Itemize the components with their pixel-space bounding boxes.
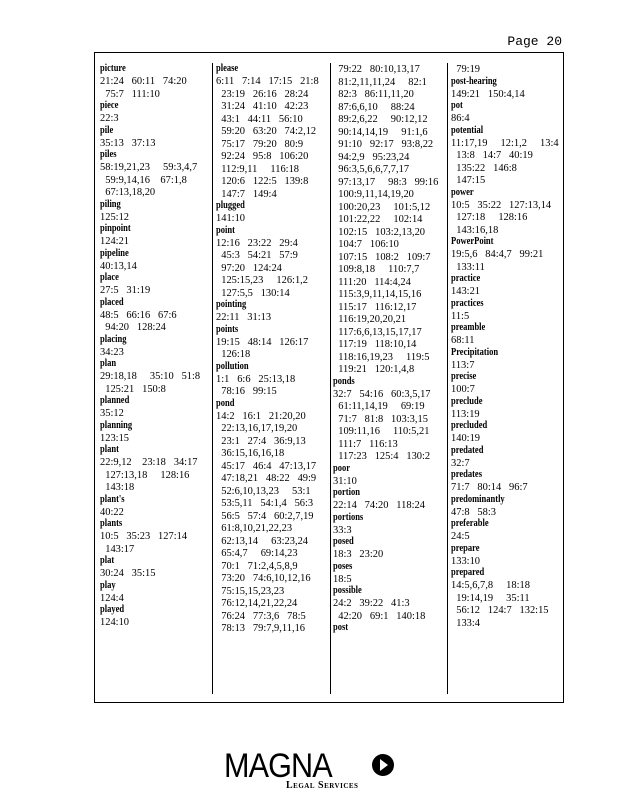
index-entry <box>216 225 328 300</box>
index-term: poses <box>333 560 353 572</box>
page-line-reference: 125:21 150:8 <box>100 382 166 395</box>
page-line-reference: 147:7 149:4 <box>216 187 277 200</box>
index-term: ponds <box>333 375 355 387</box>
page-line-reference: 6:11 7:14 17:15 21:8 <box>216 75 319 87</box>
page-line-reference: 35:12 <box>100 407 124 419</box>
page-line-reference: 141:10 <box>216 212 246 224</box>
page-line-reference: 24:5 <box>451 530 470 542</box>
page-line-reference: 109:8,18 110:7,7 <box>333 263 420 275</box>
page-line-reference: 115:3,9,11,14,15,16 <box>333 288 422 300</box>
index-entry <box>451 187 563 237</box>
page-line-reference: 40:13,14 <box>100 259 137 272</box>
page-line-reference: 79:22 80:10,13,17 <box>333 63 420 75</box>
index-entry <box>100 334 212 359</box>
arrow-circle-icon <box>372 754 394 776</box>
index-term: portions <box>333 511 364 523</box>
index-entry <box>451 63 563 76</box>
page-line-reference: 53:5,11 54:1,4 56:3 <box>216 497 314 509</box>
page-line-reference: 94:2,9 95:23,24 <box>333 150 410 163</box>
page-number: Page 20 <box>507 34 562 49</box>
index-entry <box>333 561 445 586</box>
index-entry <box>333 463 445 488</box>
page-line-reference: 65:4,7 69:14,23 <box>216 547 298 559</box>
page-line-reference: 42:20 69:1 140:18 <box>333 609 426 622</box>
index-term: preclude <box>451 395 483 407</box>
index-column-4 <box>451 63 563 629</box>
page-line-reference: 71:7 80:14 96:7 <box>451 481 528 493</box>
index-entry <box>333 487 445 512</box>
index-entry <box>333 376 445 463</box>
page-line-reference: 127:13,18 128:16 <box>100 468 190 481</box>
page-line-reference: 68:11 <box>451 334 475 346</box>
index-term: predated <box>451 444 484 456</box>
index-term: pot <box>451 100 463 111</box>
index-entry <box>100 555 212 580</box>
page-line-reference: 23:1 27:4 36:9,13 <box>216 434 306 447</box>
page-line-reference: 62:13,14 63:23,24 <box>216 534 309 547</box>
index-entry <box>100 223 212 248</box>
index-term: preferable <box>451 518 489 529</box>
page-line-reference: 126:18 <box>216 348 251 360</box>
index-term: play <box>100 579 116 591</box>
index-entry <box>100 100 212 125</box>
page-line-reference: 29:18,18 35:10 51:8 <box>100 370 201 382</box>
page-line-reference: 22:3 <box>100 112 119 124</box>
index-term: pinpoint <box>100 223 131 234</box>
index-term: plat <box>100 555 115 566</box>
page-line-reference: 22:9,12 23:18 34:17 <box>100 456 198 468</box>
page-line-reference: 36:15,16,16,18 <box>216 447 285 459</box>
index-term: planning <box>100 419 133 431</box>
index-term: precise <box>451 371 477 382</box>
page-line-reference: 19:14,19 35:11 <box>451 591 530 604</box>
index-entry <box>451 236 563 273</box>
page-line-reference: 111:20 114:4,24 <box>333 275 411 288</box>
page-line-reference: 111:7 116:13 <box>333 437 398 450</box>
index-entry <box>100 63 212 100</box>
column-divider <box>447 63 448 694</box>
page-line-reference: 86:4 <box>451 112 470 124</box>
index-term: power <box>451 186 474 198</box>
index-entry <box>216 398 328 635</box>
page-line-reference: 18:5 <box>333 572 352 585</box>
index-entry <box>451 420 563 445</box>
index-term: preamble <box>451 322 486 333</box>
page-line-reference: 100:7 <box>451 383 475 395</box>
index-term: practices <box>451 297 484 309</box>
index-entry <box>451 396 563 421</box>
page-line-reference: 11:17,19 12:1,2 13:4 <box>451 136 559 149</box>
index-term: points <box>216 323 239 335</box>
page-line-reference: 45:17 46:4 47:13,17 <box>216 459 317 472</box>
index-term: plan <box>100 358 117 369</box>
logo-tagline: Legal Services <box>286 780 359 791</box>
page-line-reference: 97:20 124:24 <box>216 261 282 274</box>
page-line-reference: 100:20,23 101:5,12 <box>333 200 431 213</box>
index-term: point <box>216 224 235 236</box>
page-line-reference: 117:23 125:4 130:2 <box>333 450 431 462</box>
page-line-reference: 104:7 106:10 <box>333 238 399 250</box>
logo-wordmark: MAGNA <box>224 747 332 785</box>
column-divider <box>330 63 331 694</box>
index-column-3 <box>333 63 445 634</box>
index-entry <box>216 63 328 200</box>
index-term: played <box>100 604 125 615</box>
index-term: posed <box>333 536 354 547</box>
index-term: pollution <box>216 360 249 372</box>
index-term: predominantly <box>451 493 505 505</box>
page-line-reference: 75:7 111:10 <box>100 87 160 100</box>
index-entry <box>100 518 212 555</box>
page-line-reference: 33:3 <box>333 523 352 536</box>
index-entry <box>451 543 563 568</box>
page-line-reference: 113:19 <box>451 407 480 420</box>
index-term: placed <box>100 296 124 308</box>
page-line-reference: 97:13,17 98:3 99:16 <box>333 175 439 188</box>
page-line-reference: 1:1 6:6 25:13,18 <box>216 372 296 385</box>
page-line-reference: 127:18 128:16 <box>451 211 528 223</box>
page-line-reference: 89:2,6,22 90:12,12 <box>333 113 428 125</box>
index-entry <box>451 347 563 372</box>
page-line-reference: 34:23 <box>100 345 124 358</box>
page-line-reference: 56:12 124:7 132:15 <box>451 604 549 616</box>
page-line-reference: 107:15 108:2 109:7 <box>333 250 431 263</box>
page-line-reference: 48:5 66:16 67:6 <box>100 308 177 321</box>
page-line-reference: 92:24 95:8 106:20 <box>216 150 309 162</box>
index-entry <box>100 149 212 199</box>
page-line-reference: 22:13,16,17,19,20 <box>216 422 298 434</box>
index-entry <box>451 322 563 347</box>
page-line-reference: 81:2,11,11,24 82:1 <box>333 75 427 88</box>
page-line-reference: 113:7 <box>451 358 475 371</box>
index-term: placing <box>100 333 127 345</box>
index-entry <box>451 494 563 519</box>
page-line-reference: 35:13 37:13 <box>100 136 156 149</box>
page-line-reference: 75:17 79:20 80:9 <box>216 137 304 150</box>
index-entry <box>333 63 445 376</box>
page-line-reference: 79:19 <box>451 63 481 75</box>
index-entry <box>100 604 212 629</box>
index-term: precluded <box>451 420 488 431</box>
index-entry <box>100 494 212 519</box>
page-line-reference: 76:24 77:3,6 78:5 <box>216 609 306 622</box>
page-line-reference: 87:6,6,10 88:24 <box>333 100 415 113</box>
page-line-reference: 18:3 23:20 <box>333 548 384 560</box>
index-entry <box>100 199 212 224</box>
page-line-reference: 32:7 <box>451 456 470 469</box>
index-term: planned <box>100 395 130 406</box>
page-line-reference: 112:9,11 116:18 <box>216 162 300 175</box>
page-line-reference: 70:1 71:2,4,5,8,9 <box>216 559 298 572</box>
page-line-reference: 96:3,5,6,6,7,7,17 <box>333 163 410 175</box>
page-line-reference: 32:7 54:16 60:3,5,17 <box>333 387 431 400</box>
index-term: Precipitation <box>451 346 499 358</box>
page-line-reference: 147:15 <box>451 174 486 186</box>
page-line-reference: 133:4 <box>451 616 481 629</box>
page-line-reference: 100:9,11,14,19,20 <box>333 188 414 200</box>
index-term: post-hearing <box>451 75 497 87</box>
page-line-reference: 56:5 57:4 60:2,7,19 <box>216 509 314 522</box>
index-entry <box>451 371 563 396</box>
page-line-reference: 82:3 86:11,11,20 <box>333 88 414 100</box>
page-line-reference: 76:12,14,21,22,24 <box>216 597 298 609</box>
page-line-reference: 124:21 <box>100 235 130 247</box>
page-line-reference: 10:5 35:23 127:14 <box>100 530 188 542</box>
index-term: place <box>100 272 119 283</box>
index-entry <box>100 580 212 605</box>
index-entry <box>100 395 212 420</box>
index-term: piling <box>100 198 121 210</box>
index-frame <box>94 52 564 703</box>
page-line-reference: 58:19,21,23 59:3,4,7 <box>100 161 198 173</box>
index-term: pond <box>216 397 235 409</box>
index-entry <box>100 420 212 445</box>
page-line-reference: 61:8,10,21,22,23 <box>216 522 293 534</box>
page-line-reference: 91:10 92:17 93:8,22 <box>333 138 434 150</box>
page-line-reference: 94:20 128:24 <box>100 321 166 333</box>
page-line-reference: 78:13 79:7,9,11,16 <box>216 622 306 634</box>
page-line-reference: 143:16,18 <box>451 223 499 236</box>
page-line-reference: 47:8 58:3 <box>451 505 497 518</box>
page-line-reference: 109:11,16 110:5,21 <box>333 425 430 437</box>
page-line-reference: 101:22,22 102:14 <box>333 213 423 225</box>
index-term: practice <box>451 273 481 284</box>
page-line-reference: 143:17 <box>100 542 135 555</box>
page-line-reference: 71:7 81:8 103:3,15 <box>333 412 428 425</box>
page-line-reference: 133:10 <box>451 554 481 567</box>
index-term: prepared <box>451 567 485 578</box>
page-line-reference: 117:6,6,13,15,17,17 <box>333 325 422 338</box>
index-entry <box>100 358 212 395</box>
page-line-reference: 117:19 118:10,14 <box>333 338 417 350</box>
page-line-reference: 24:2 39:22 41:3 <box>333 597 410 609</box>
page-line-reference: 22:14 74:20 118:24 <box>333 499 425 511</box>
page-line-reference: 118:16,19,23 119:5 <box>333 350 430 363</box>
page-line-reference: 19:15 48:14 126:17 <box>216 335 309 348</box>
index-term: post <box>333 622 349 633</box>
page-line-reference: 123:15 <box>100 431 130 444</box>
index-term: pile <box>100 124 114 136</box>
index-entry <box>451 100 563 125</box>
page-line-reference: 73:20 74:6,10,12,16 <box>216 572 311 584</box>
page-line-reference: 14:5,6,7,8 18:18 <box>451 579 530 591</box>
page-line-reference: 133:11 <box>451 260 485 273</box>
index-entry <box>100 248 212 273</box>
index-term: plants <box>100 518 123 529</box>
page-line-reference: 30:24 35:15 <box>100 567 156 579</box>
index-column-1 <box>100 63 212 629</box>
index-entry <box>100 272 212 297</box>
index-entry <box>333 585 445 622</box>
page-line-reference: 12:16 23:22 29:4 <box>216 236 298 249</box>
page-line-reference: 125:12 <box>100 210 130 223</box>
index-entry <box>451 518 563 543</box>
index-term: plant's <box>100 493 125 505</box>
index-entry <box>100 297 212 334</box>
index-entry <box>451 76 563 101</box>
index-term: piles <box>100 149 117 160</box>
page-line-reference: 23:19 26:16 28:24 <box>216 87 309 100</box>
index-entry <box>451 567 563 629</box>
page-line-reference: 78:16 99:15 <box>216 385 277 397</box>
page-line-reference: 102:15 103:2,13,20 <box>333 225 426 238</box>
index-entry <box>100 125 212 150</box>
page-line-reference: 31:24 41:10 42:23 <box>216 100 309 112</box>
page-line-reference: 59:20 63:20 74:2,12 <box>216 125 317 137</box>
index-entry <box>216 324 328 361</box>
page-line-reference: 43:1 44:11 56:10 <box>216 112 303 125</box>
index-entry <box>451 445 563 470</box>
index-entry <box>333 622 445 634</box>
index-entry <box>216 361 328 398</box>
index-entry <box>451 125 563 187</box>
page-line-reference: 67:13,18,20 <box>100 186 156 198</box>
page-line-reference: 135:22 146:8 <box>451 161 517 174</box>
page-line-reference: 120:6 122:5 139:8 <box>216 175 309 187</box>
page-line-reference: 115:17 116:12,17 <box>333 300 417 313</box>
page-line-reference: 45:3 54:21 57:9 <box>216 249 298 261</box>
page-line-reference: 19:5,6 84:4,7 99:21 <box>451 248 544 260</box>
index-term: PowerPoint <box>451 236 494 247</box>
index-term: potential <box>451 124 484 136</box>
page-line-reference: 143:21 <box>451 285 481 297</box>
page-line-reference: 22:11 31:13 <box>216 311 272 323</box>
index-term: piece <box>100 100 119 111</box>
column-divider <box>212 63 213 694</box>
page-line-reference: 124:4 <box>100 591 124 604</box>
index-term: possible <box>333 585 362 596</box>
page-line-reference: 140:19 <box>451 432 481 444</box>
index-term: please <box>216 63 239 74</box>
page-line-reference: 149:21 150:4,14 <box>451 87 525 100</box>
page-line-reference: 47:18,21 48:22 49:9 <box>216 472 317 484</box>
index-entry <box>451 273 563 298</box>
index-term: plant <box>100 444 119 455</box>
page-line-reference: 75:15,15,23,23 <box>216 584 285 597</box>
index-term: predates <box>451 469 483 480</box>
page-line-reference: 116:19,20,20,21 <box>333 313 407 325</box>
page-line-reference: 125:15,23 126:1,2 <box>216 274 309 286</box>
page-line-reference: 31:10 <box>333 474 357 487</box>
page-line-reference: 11:5 <box>451 309 470 322</box>
page-line-reference: 21:24 60:11 74:20 <box>100 75 187 87</box>
index-entry <box>333 512 445 537</box>
index-entry <box>451 298 563 323</box>
index-column-2 <box>216 63 328 635</box>
magna-logo <box>224 748 394 792</box>
page-line-reference: 143:18 <box>100 481 135 493</box>
page-line-reference: 40:22 <box>100 505 124 518</box>
index-entry <box>216 299 328 324</box>
index-term: portion <box>333 487 360 498</box>
page-line-reference: 13:8 14:7 40:19 <box>451 149 533 161</box>
page-line-reference: 61:11,14,19 69:19 <box>333 400 425 412</box>
index-entry <box>216 200 328 225</box>
index-entry <box>333 536 445 561</box>
index-term: picture <box>100 63 126 74</box>
page-line-reference: 119:21 120:1,4,8 <box>333 363 415 375</box>
index-term: pipeline <box>100 247 129 259</box>
index-term: pointing <box>216 299 247 310</box>
page-line-reference: 10:5 35:22 127:13,14 <box>451 198 552 211</box>
index-entry <box>451 469 563 494</box>
page-line-reference: 124:10 <box>100 616 130 628</box>
page-line-reference: 127:5,5 130:14 <box>216 286 290 299</box>
page-line-reference: 14:2 16:1 21:20,20 <box>216 409 306 422</box>
index-entry <box>100 444 212 494</box>
index-term: prepare <box>451 542 480 554</box>
index-term: poor <box>333 462 350 474</box>
index-term: plugged <box>216 200 245 211</box>
page-line-reference: 52:6,10,13,23 53:1 <box>216 484 311 497</box>
page-line-reference: 27:5 31:19 <box>100 284 151 296</box>
page-line-reference: 90:14,14,19 91:1,6 <box>333 125 428 138</box>
page-line-reference: 59:9,14,16 67:1,8 <box>100 173 187 186</box>
